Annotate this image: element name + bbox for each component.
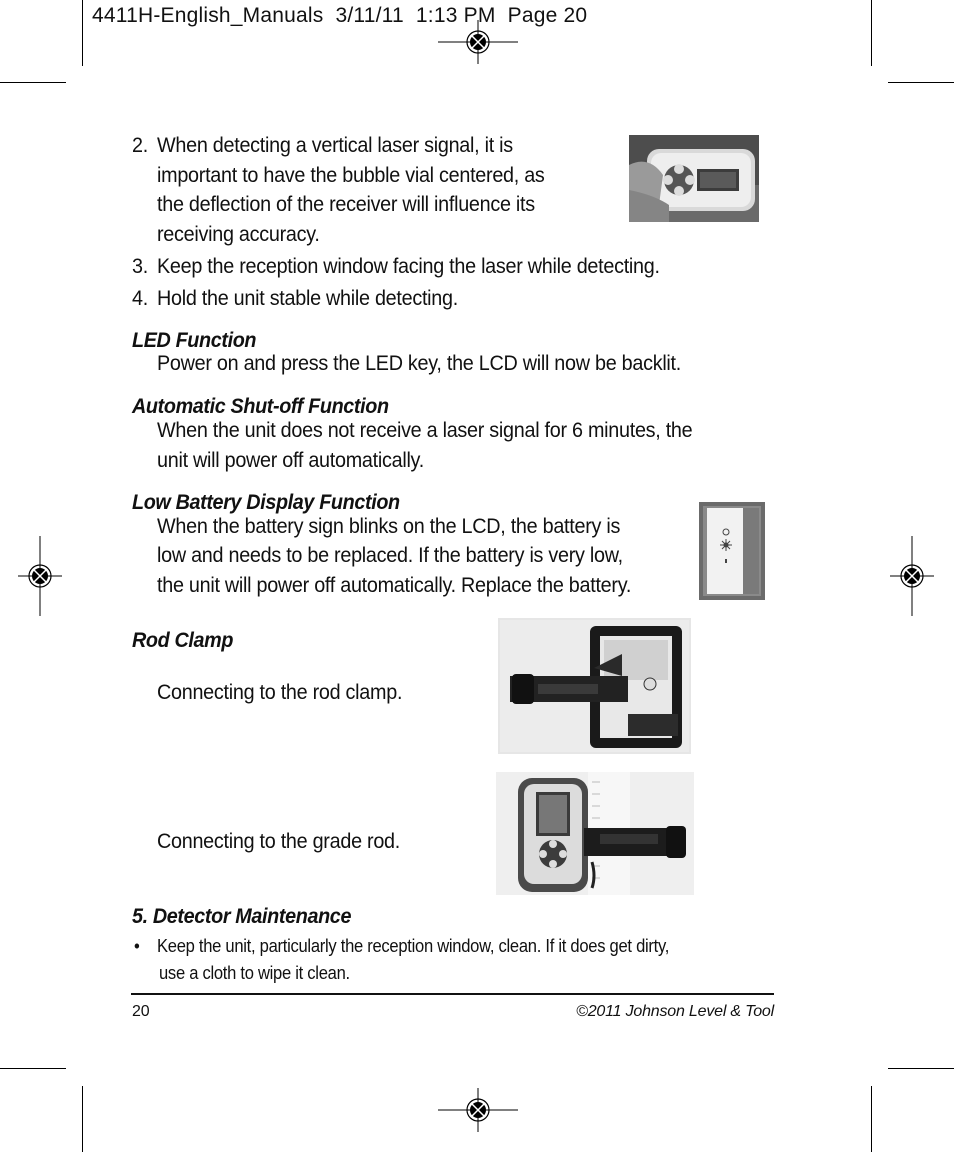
copyright-notice: ©2011 Johnson Level & Tool [576,1003,774,1020]
step-number: 2. [132,133,148,157]
step-number: 3. [132,254,148,278]
step-text-line: When detecting a vertical laser signal, it is [157,133,513,157]
print-slug-line: 4411H-English_Manuals 3/11/11 1:13 PM Page 20 [92,4,588,27]
section-heading-low-battery: Low Battery Display Function [132,490,400,514]
bullet-marker: • [134,936,140,956]
footer-rule [131,993,774,995]
low-battery-text-line: When the battery sign blinks on the LCD, the battery is [157,514,621,538]
shutoff-text-line: unit will power off automatically. [157,448,424,472]
registration-mark-icon [438,20,518,64]
maintenance-text-line: use a cloth to wipe it clean. [159,963,350,983]
rod-clamp-photo [498,618,691,754]
step-text-line: important to have the bubble vial centered, as [157,163,545,187]
grade-rod-photo [496,772,694,895]
step-text-line: Hold the unit stable while detecting. [157,286,458,310]
step-number: 4. [132,286,148,310]
section-heading-led: LED Function [132,328,257,352]
registration-mark-icon [18,536,62,616]
registration-mark-icon [438,1088,518,1132]
shutoff-text-line: When the unit does not receive a laser signal for 6 minutes, the [157,418,693,442]
led-text-line: Power on and press the LED key, the LCD will now be backlit. [157,351,681,375]
step-text-line: the deflection of the receiver will influence its [157,192,535,216]
registration-mark-icon [890,536,934,616]
maintenance-text-line: Keep the unit, particularly the reception window, clean. If it does get dirty, [157,936,670,956]
step-text-line: receiving accuracy. [157,222,320,246]
section-heading-maintenance: 5. Detector Maintenance [132,904,352,928]
section-heading-shutoff: Automatic Shut-off Function [132,394,389,418]
lcd-battery-sign-photo [699,502,765,600]
low-battery-text-line: the unit will power off automatically. Replace the battery. [157,573,632,597]
rod-clamp-caption: Connecting to the rod clamp. [157,680,403,704]
step-text-line: Keep the reception window facing the laser while detecting. [157,254,660,278]
page-number: 20 [132,1003,150,1020]
receiver-in-hand-photo [629,135,759,222]
low-battery-text-line: low and needs to be replaced. If the battery is very low, [157,543,623,567]
section-heading-rod-clamp: Rod Clamp [132,628,234,652]
grade-rod-caption: Connecting to the grade rod. [157,829,400,853]
